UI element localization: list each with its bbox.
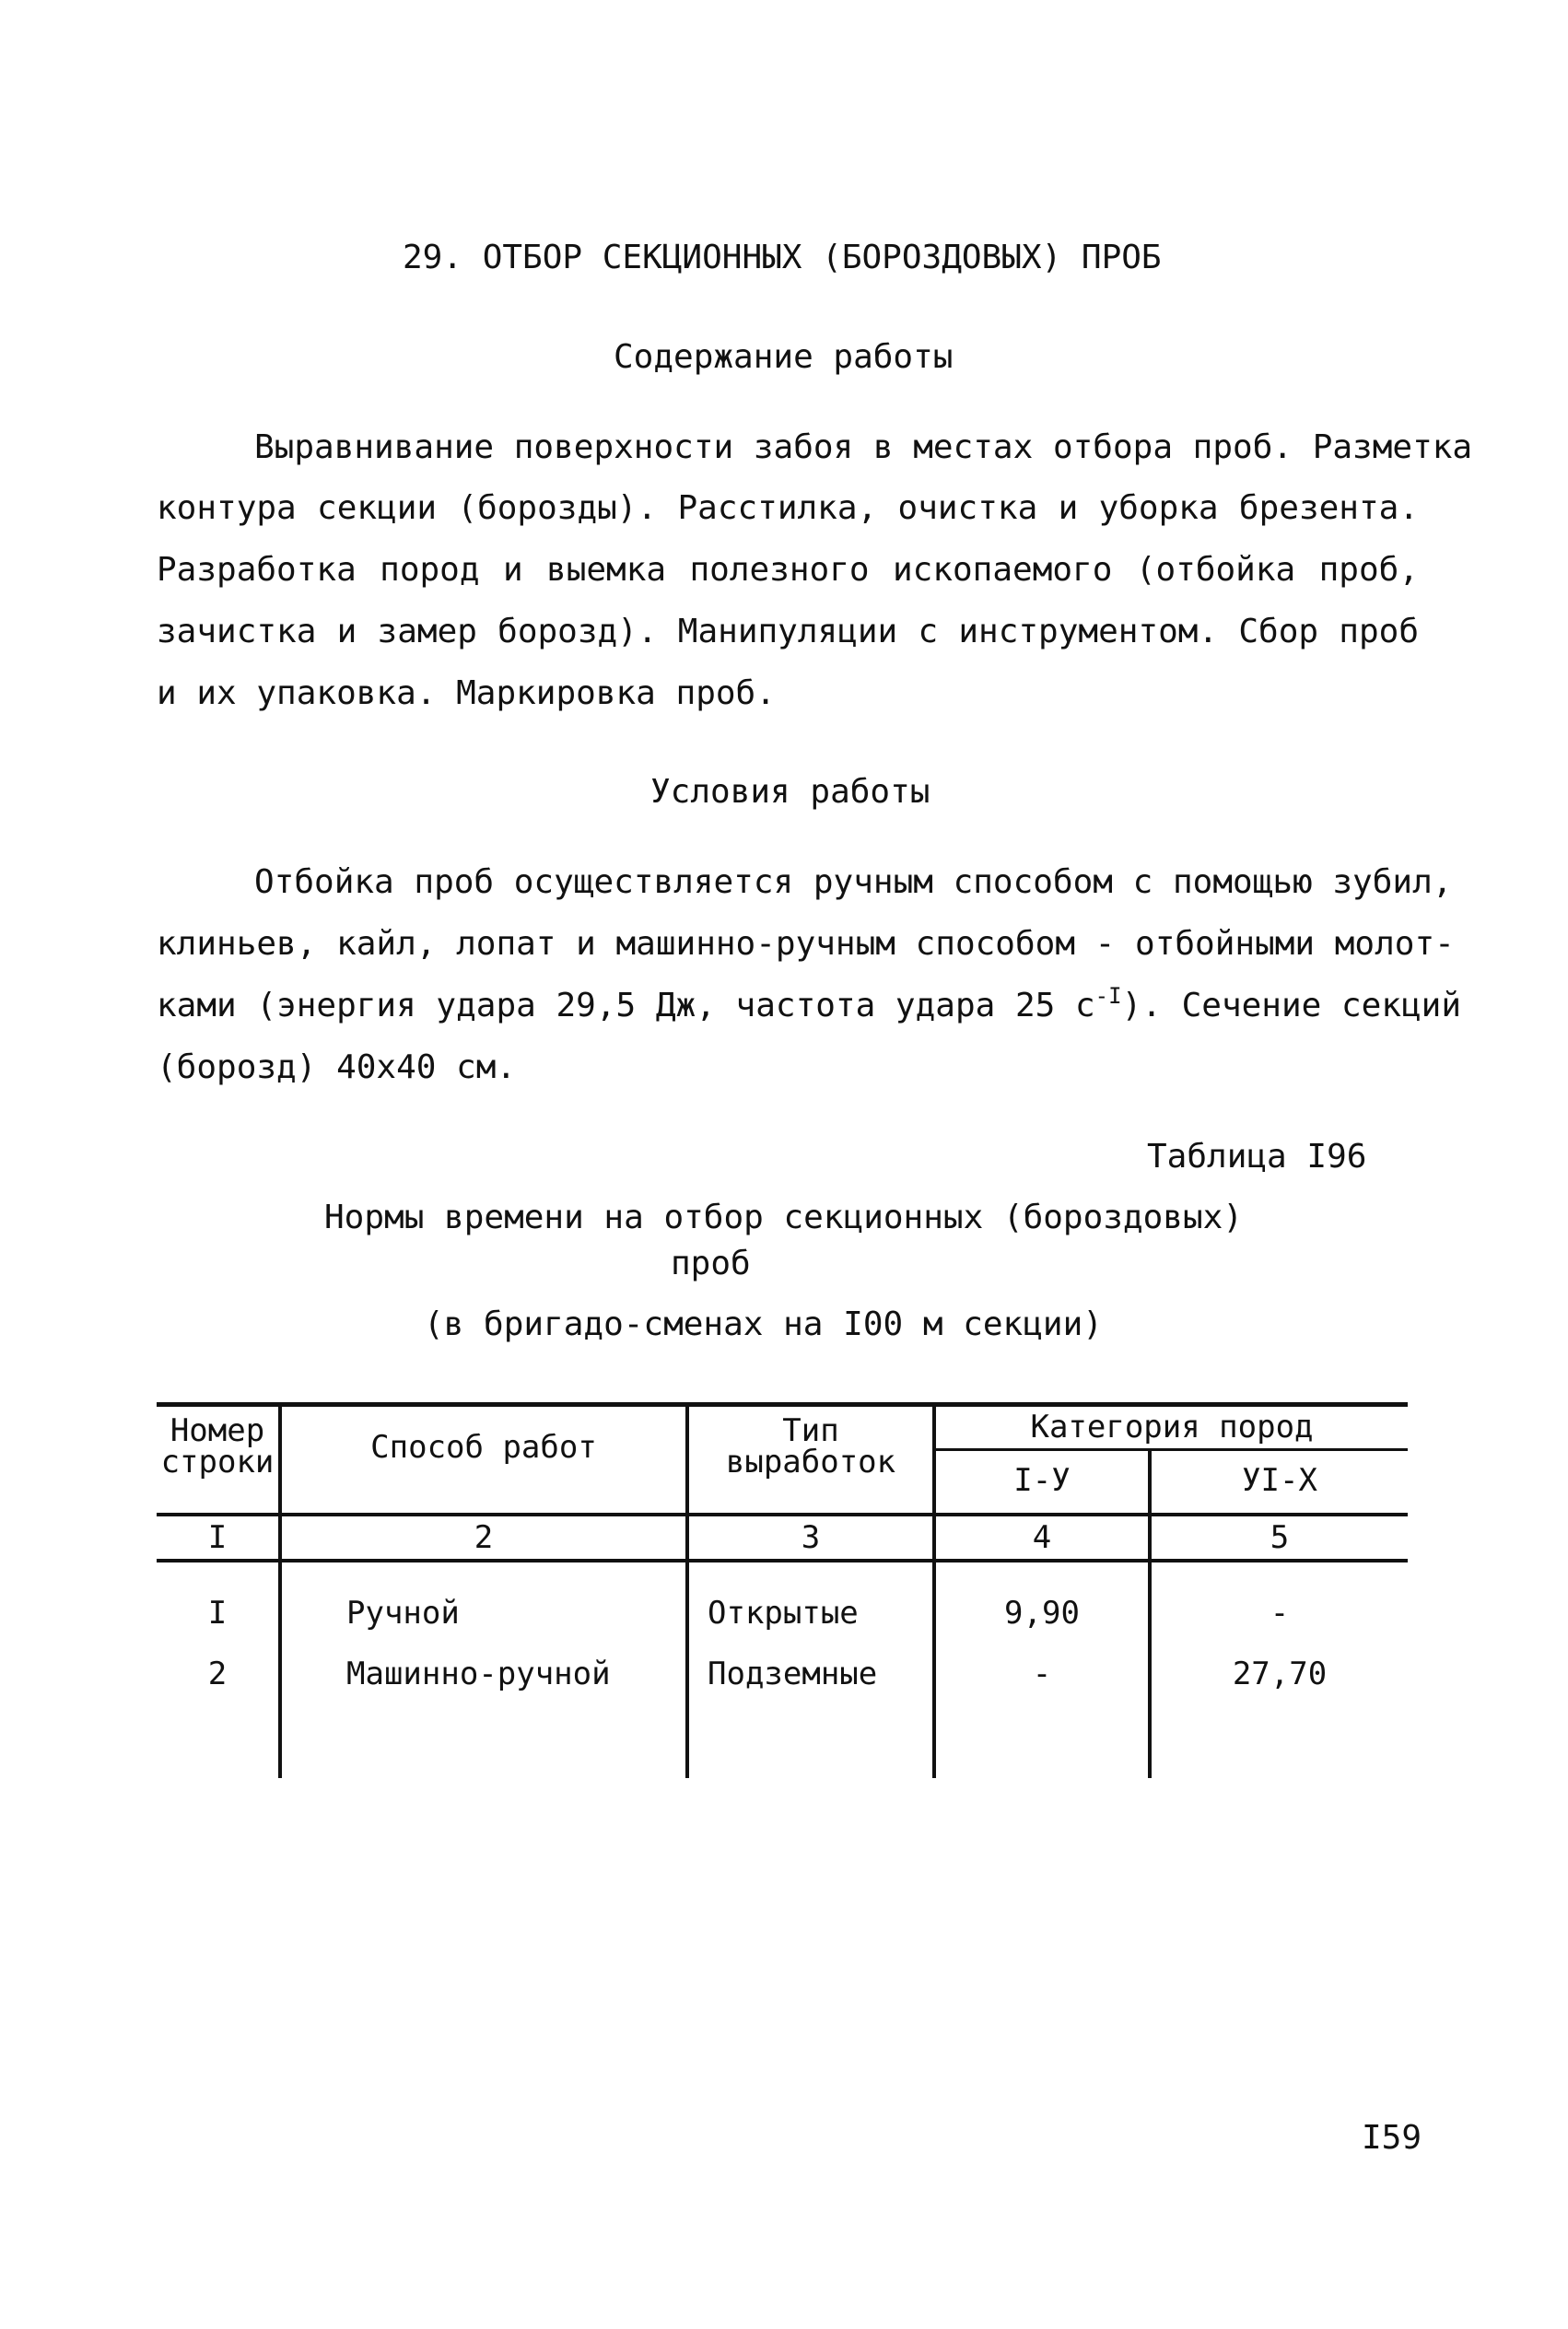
table-row-2-method: Машинно-ручной bbox=[346, 1656, 611, 1692]
content-line-3: Разработка пород и выемка полезного ископаемого (отбойка проб, bbox=[157, 551, 1419, 589]
column-number-5: 5 bbox=[1270, 1519, 1290, 1556]
header-method: Способ работ bbox=[370, 1429, 597, 1466]
content-line-2: контура секции (борозды). Расстилка, очистка и уборка брезента. bbox=[157, 489, 1419, 527]
content-line-1: Выравнивание поверхности забоя в местах отбора проб. Разметка bbox=[254, 428, 1473, 466]
header-type-2: выработок bbox=[725, 1444, 896, 1480]
table-label: Таблица I96 bbox=[1147, 1138, 1367, 1176]
content-heading: Содержание работы bbox=[614, 338, 954, 376]
column-number-2: 2 bbox=[474, 1519, 494, 1556]
column-number-rule bbox=[157, 1559, 1408, 1562]
table-row-1-num: I bbox=[207, 1595, 228, 1632]
table-row-2-cat-2: 27,70 bbox=[1232, 1656, 1328, 1692]
table-title-line-2: проб bbox=[671, 1245, 751, 1282]
table-row-2-num: 2 bbox=[207, 1656, 228, 1692]
conditions-line-3 bbox=[157, 983, 1462, 1029]
header-type-1: Тип bbox=[782, 1412, 839, 1449]
header-bottom-rule bbox=[157, 1513, 1408, 1516]
header-category-2: УI-Х bbox=[1242, 1462, 1317, 1499]
column-number-4: 4 bbox=[1032, 1519, 1052, 1556]
conditions-heading: Условия работы bbox=[650, 773, 930, 811]
category-subrule bbox=[932, 1448, 1408, 1451]
header-row-number-2: строки bbox=[160, 1444, 275, 1480]
section-title: 29. ОТБОР СЕКЦИОННЫХ (БОРОЗДОВЫХ) ПРОБ bbox=[403, 239, 1162, 276]
conditions-line-4: (борозд) 40х40 см. bbox=[157, 1048, 517, 1086]
page-number: I59 bbox=[1362, 2119, 1422, 2157]
table-col-rule-3 bbox=[932, 1402, 936, 1778]
content-line-5: и их упаковка. Маркировка проб. bbox=[157, 674, 776, 712]
norms-table bbox=[157, 1402, 1408, 1778]
column-number-1: I bbox=[207, 1519, 228, 1556]
header-category: Категория пород bbox=[1030, 1409, 1314, 1445]
conditions-line-3-tail: ). Сечение секций bbox=[1121, 987, 1462, 1024]
header-category-1: I-У bbox=[1013, 1462, 1071, 1499]
table-row-1-type: Открытые bbox=[708, 1595, 859, 1632]
table-units: (в бригадо-сменах на I00 м секции) bbox=[424, 1305, 1103, 1343]
superscript: -I bbox=[1094, 983, 1122, 1009]
header-row-number-1: Номер bbox=[170, 1412, 265, 1449]
table-row-1-method: Ручной bbox=[346, 1595, 460, 1632]
table-row-1-cat-2: - bbox=[1270, 1595, 1290, 1632]
table-row-1-cat-1: 9,90 bbox=[1004, 1595, 1080, 1632]
content-line-4: зачистка и замер борозд). Манипуляции с инструментом. Сбор проб bbox=[157, 613, 1419, 650]
table-row-2-type: Подземные bbox=[708, 1656, 878, 1692]
table-title-line-1: Нормы времени на отбор секционных (бороздовых) bbox=[324, 1199, 1243, 1236]
table-top-rule bbox=[157, 1402, 1408, 1407]
conditions-line-2: клиньев, кайл, лопат и машинно-ручным способом - отбойными молот- bbox=[157, 925, 1455, 963]
conditions-line-3-text: ками (энергия удара 29,5 Дж, частота удара 25 с bbox=[157, 987, 1095, 1024]
column-number-3: 3 bbox=[801, 1519, 821, 1556]
conditions-line-1: Отбойка проб осуществляется ручным способом с помощью зубил, bbox=[254, 863, 1453, 901]
table-row-2-cat-1: - bbox=[1032, 1656, 1052, 1692]
